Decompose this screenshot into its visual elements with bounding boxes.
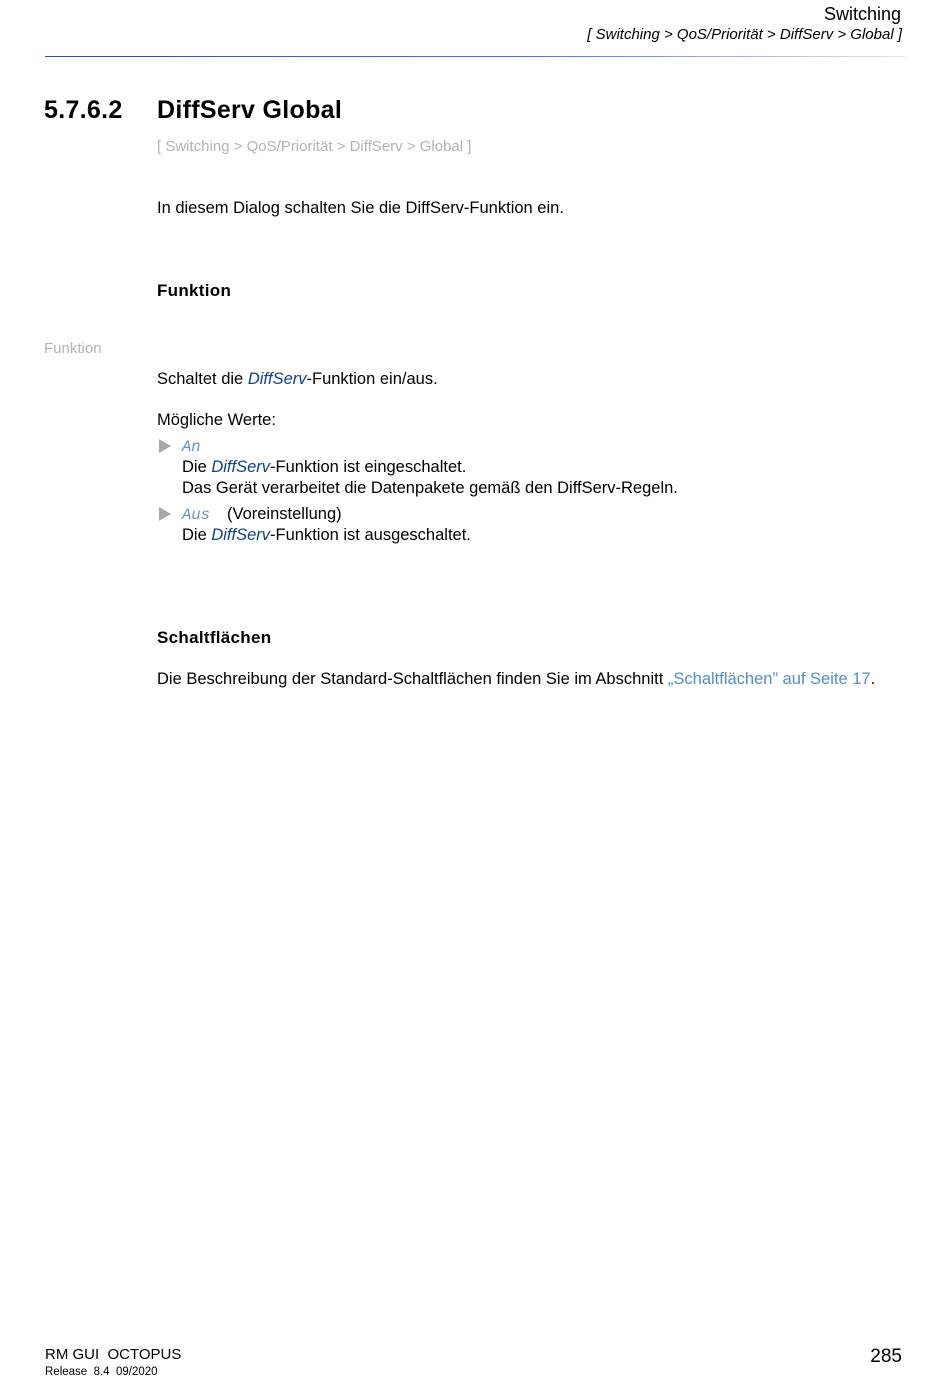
- section-intro: In diesem Dialog schalten Sie die DiffServ-Funktion ein.: [157, 199, 564, 217]
- bullet-triangle-icon: [159, 507, 171, 521]
- diffserv-term: DiffServ: [211, 526, 271, 544]
- value-aus-desc-suffix: -Funktion ist ausgeschaltet.: [270, 526, 471, 544]
- value-name-an: An: [182, 438, 201, 456]
- function-heading: Funktion: [157, 281, 232, 300]
- section-number: 5.7.6.2: [44, 96, 123, 124]
- buttons-desc-prefix: Die Beschreibung der Standard-Schaltflächen finden Sie im Abschnitt: [157, 670, 668, 688]
- value-an-desc-prefix: Die: [182, 458, 212, 476]
- default-setting-note: (Voreinstellung): [227, 505, 342, 523]
- buttons-heading: Schaltflächen: [157, 628, 272, 647]
- section-menu-path: [ Switching > QoS/Priorität > DiffServ > Global ]: [157, 138, 472, 155]
- value-an-detail: Das Gerät verarbeitet die Datenpakete gemäß den DiffServ-Regeln.: [182, 479, 678, 497]
- parameter-desc-suffix: -Funktion ein/aus.: [306, 370, 438, 388]
- parameter-desc-prefix: Schaltet die: [157, 370, 248, 388]
- bullet-triangle-icon: [159, 439, 171, 453]
- value-aus-description: [182, 526, 471, 545]
- diffserv-term: DiffServ: [211, 458, 271, 476]
- buttons-description: [157, 670, 875, 689]
- value-name-aus: Aus: [182, 506, 210, 524]
- value-an-desc-suffix: -Funktion ist eingeschaltet.: [270, 458, 467, 476]
- footer-release: Release 8.4 09/2020: [45, 1366, 158, 1378]
- header-rule: [45, 56, 905, 57]
- buttons-desc-suffix: .: [870, 670, 876, 688]
- running-header-path: [ Switching > QoS/Priorität > DiffServ > Global ]: [587, 26, 902, 43]
- parameter-description: [157, 370, 438, 389]
- diffserv-term: DiffServ: [247, 370, 307, 388]
- possible-values-title: Mögliche Werte:: [157, 411, 276, 429]
- page-number: 285: [870, 1346, 902, 1367]
- value-aus-desc-prefix: Die: [182, 526, 212, 544]
- parameter-margin-label: Funktion: [44, 340, 102, 357]
- running-header-chapter: Switching: [823, 4, 901, 24]
- value-an-description: [182, 458, 466, 477]
- section-title: DiffServ Global: [157, 96, 343, 124]
- footer-product: RM GUI OCTOPUS: [45, 1346, 182, 1363]
- buttons-section-link[interactable]: „Schaltflächen” auf Seite 17: [667, 670, 871, 688]
